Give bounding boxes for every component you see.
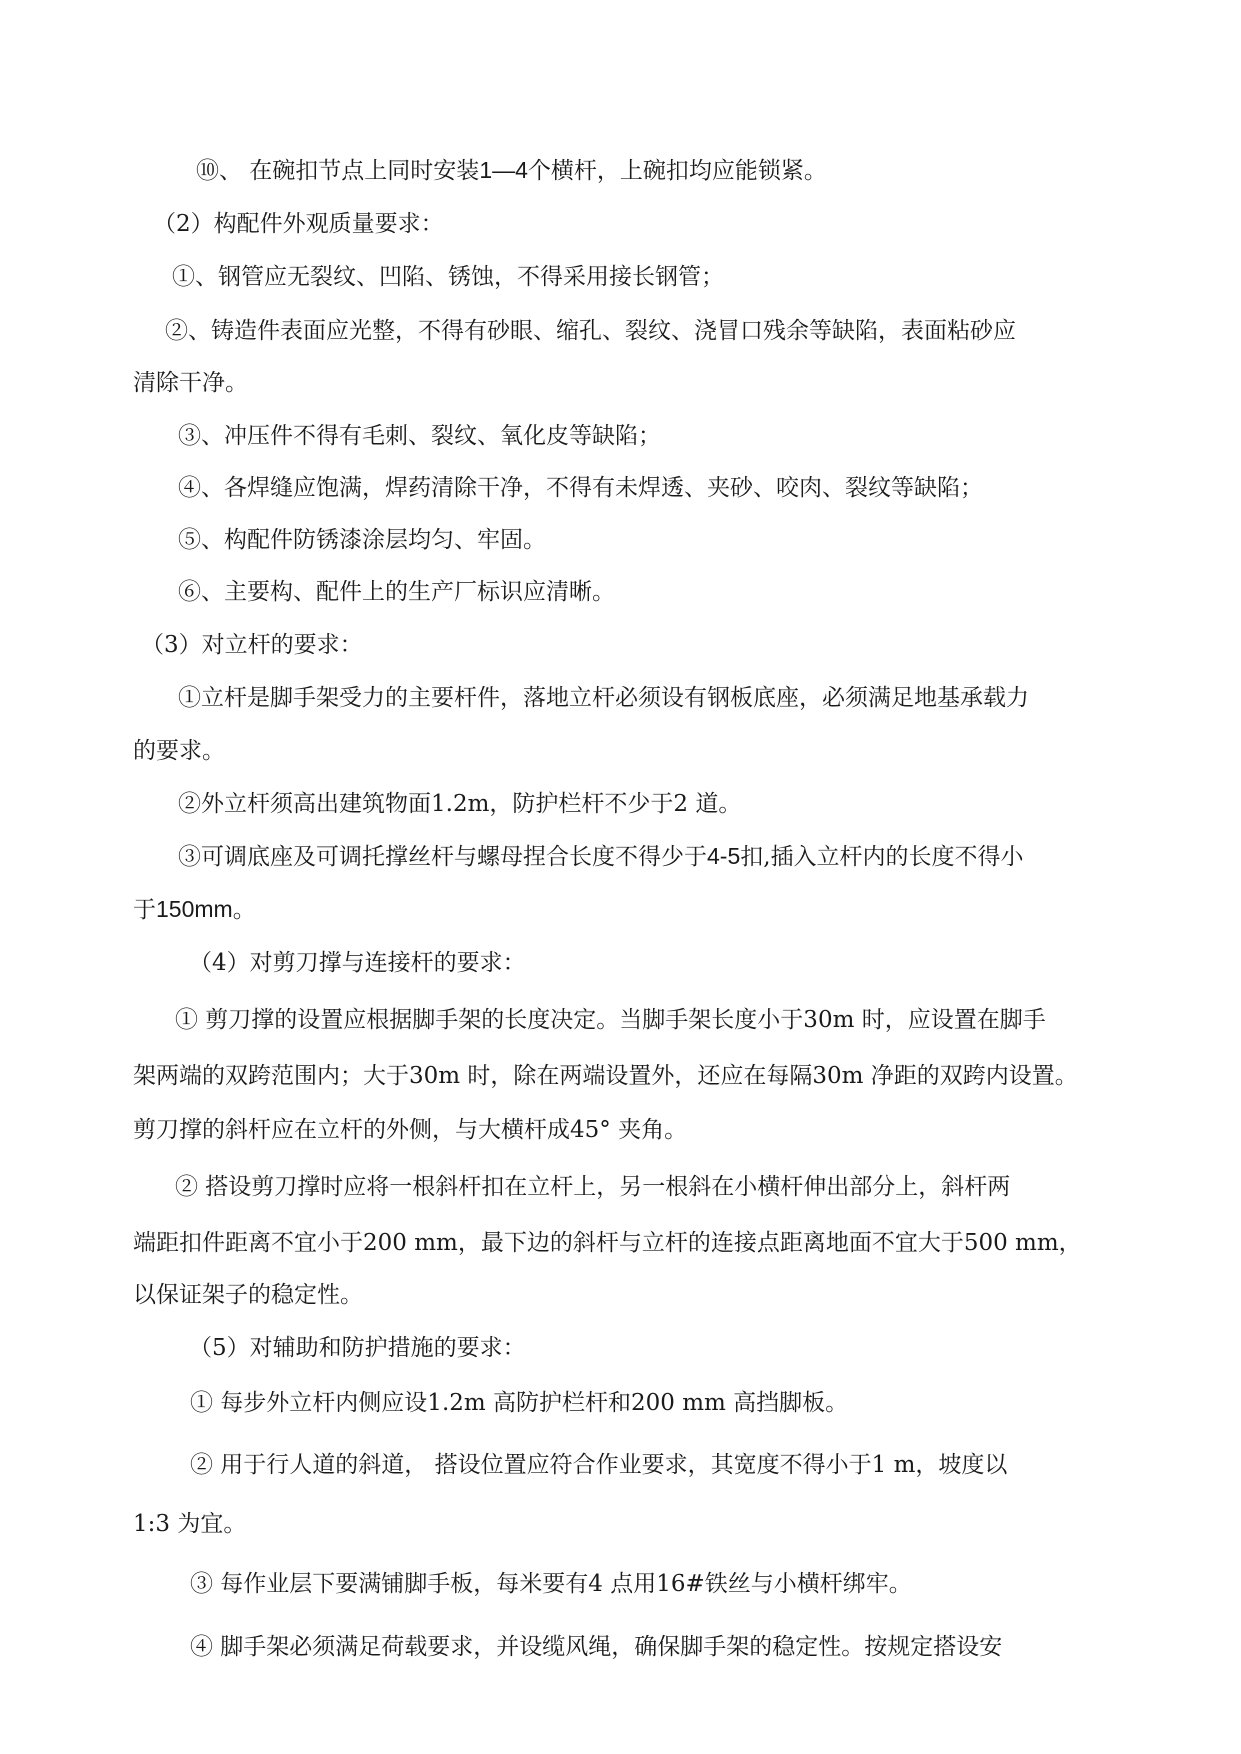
- text-span: 。: [232, 897, 256, 923]
- section-5-heading: （5）对辅助和防护措施的要求：: [189, 1335, 526, 1361]
- paragraph-line: 剪刀撑的斜杆应在立杆的外侧，与大横杆成45° 夹角。: [133, 1117, 688, 1143]
- paragraph-line: [178, 845, 1024, 869]
- paragraph-line: ⑤、构配件防锈漆涂层均匀、牢固。: [178, 527, 546, 553]
- paragraph-line: 清除干净。: [133, 370, 248, 396]
- paragraph-line: ①立杆是脚手架受力的主要杆件，落地立杆必须设有钢板底座，必须满足地基承载力: [178, 685, 1029, 711]
- text-span: 扣,插入立杆内的长度不得小: [740, 844, 1024, 870]
- text-span: 1—4: [479, 157, 528, 183]
- paragraph-line: ④、各焊缝应饱满，焊药清除干净，不得有未焊透、夹砂、咬肉、裂纹等缺陷；: [178, 475, 983, 501]
- section-2-heading: （2）构配件外观质量要求：: [153, 211, 444, 237]
- paragraph-line: 以保证架子的稳定性。: [133, 1282, 363, 1308]
- paragraph-line: ③、冲压件不得有毛刺、裂纹、氧化皮等缺陷；: [178, 423, 661, 449]
- paragraph-line: ① 剪刀撑的设置应根据脚手架的长度决定。当脚手架长度小于30m 时，应设置在脚手: [175, 1007, 1046, 1033]
- paragraph-line: ① 每步外立杆内侧应设1.2m 高防护栏杆和200 mm 高挡脚板。: [190, 1390, 849, 1416]
- text-span: 于: [133, 897, 156, 923]
- paragraph-line: ② 用于行人道的斜道， 搭设位置应符合作业要求，其宽度不得小于1 m，坡度以: [190, 1452, 1008, 1478]
- paragraph-line: [133, 898, 256, 922]
- text-span: 4-5: [707, 843, 741, 869]
- paragraph-line: ②、铸造件表面应光整，不得有砂眼、缩孔、裂纹、浇冒口残余等缺陷，表面粘砂应: [165, 318, 1016, 344]
- paragraph-line: ②外立杆须高出建筑物面1.2m，防护栏杆不少于2 道。: [178, 791, 742, 817]
- text-span: 个横杆，上碗扣均应能锁紧。: [527, 158, 827, 184]
- paragraph-line: ③ 每作业层下要满铺脚手板，每米要有4 点用16#铁丝与小横杆绑牢。: [190, 1571, 912, 1597]
- paragraph-line: 端距扣件距离不宜小于200 mm，最下边的斜杆与立杆的连接点距离地面不宜大于500 mm，: [133, 1230, 1082, 1256]
- text-span: ⑩、 在碗扣节点上同时安装: [196, 158, 480, 184]
- section-3-heading: （3）对立杆的要求：: [141, 632, 363, 658]
- paragraph-line: 架两端的双跨范围内；大于30m 时，除在两端设置外，还应在每隔30m 净距的双跨内设置。: [133, 1063, 1078, 1089]
- paragraph-line: ①、钢管应无裂纹、凹陷、锈蚀，不得采用接长钢管；: [172, 264, 724, 290]
- item-10-line: [196, 159, 827, 183]
- paragraph-line: 1:3 为宜。: [133, 1511, 247, 1537]
- paragraph-line: ⑥、主要构、配件上的生产厂标识应清晰。: [178, 579, 615, 605]
- text-span: 150mm: [156, 896, 233, 922]
- section-4-heading: （4）对剪刀撑与连接杆的要求：: [189, 950, 526, 976]
- paragraph-line: ② 搭设剪刀撑时应将一根斜杆扣在立杆上，另一根斜在小横杆伸出部分上，斜杆两: [175, 1174, 1011, 1200]
- paragraph-line: 的要求。: [133, 738, 225, 764]
- text-span: ③可调底座及可调托撑丝杆与螺母捏合长度不得少于: [178, 844, 707, 870]
- paragraph-line: ④ 脚手架必须满足荷载要求，并设缆风绳，确保脚手架的稳定性。按规定搭设安: [190, 1634, 1003, 1660]
